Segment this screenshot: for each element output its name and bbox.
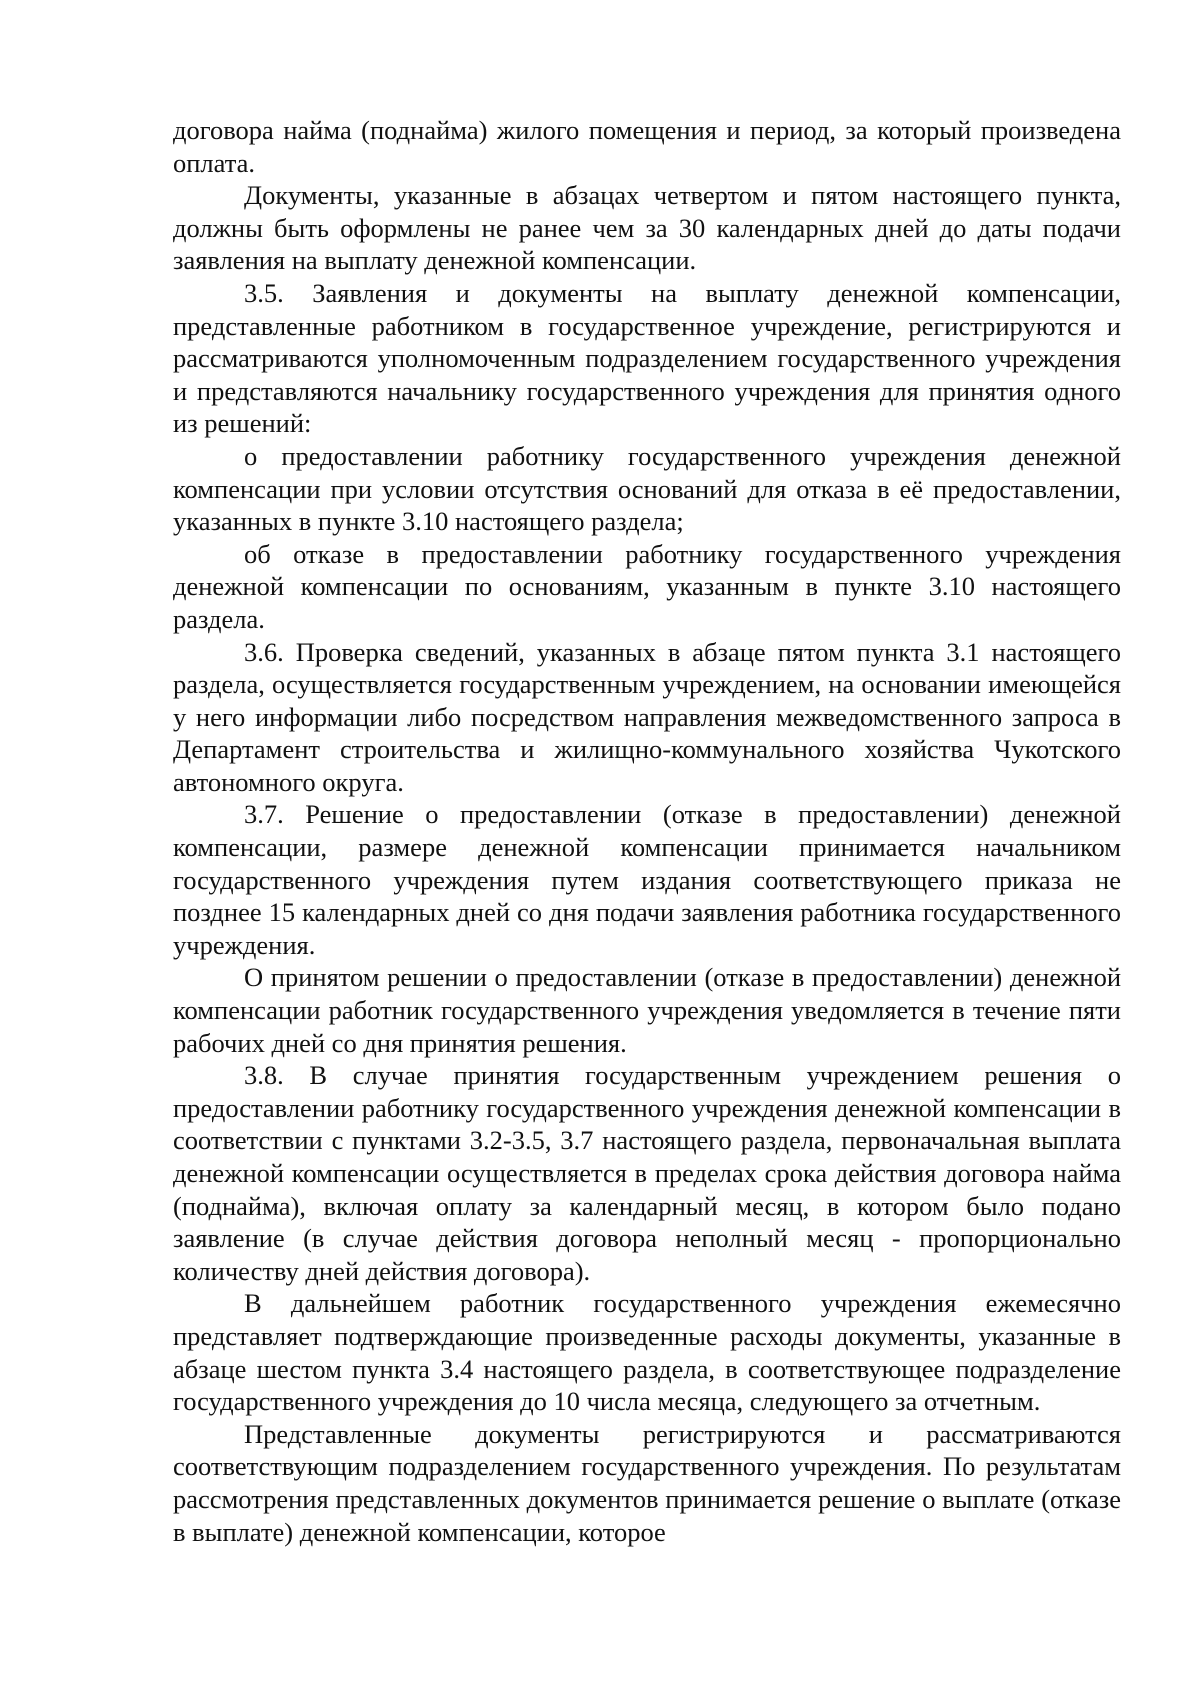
paragraph-3-5: 3.5. Заявления и документы на выплату денежной компенсации, представленные работником в государственное учреждение, регистрируются и рассматриваются уполномоченным подразделением государственного учреждения и представляются начальнику государственного учреждения для принятия одного из решений: bbox=[173, 277, 1121, 439]
paragraph-decision-refuse: об отказе в предоставлении работнику государственного учреждения денежной компенсации по основаниям, указанным в пункте 3.10 настоящего раздела. bbox=[173, 538, 1121, 634]
paragraph-3-7: 3.7. Решение о предоставлении (отказе в предоставлении) денежной компенсации, размере денежной компенсации принимается начальником государственного учреждения путем издания соответствующего приказа не позднее 15 календарных дней со дня подачи заявления работника государственного учреждения. bbox=[173, 799, 1121, 960]
paragraph-monthly-documents: В дальнейшем работник государственного учреждения ежемесячно представляет подтверждающие произведенные расходы документы, указанные в абзаце шестом пункта 3.4 настоящего раздела, в соответствующее подразделение государственного учреждения до 10 числа месяца, следующего за отчетным. bbox=[173, 1288, 1121, 1417]
paragraph-documents-deadline: Документы, указанные в абзацах четвертом и пятом настоящего пункта, должны быть оформлены не ранее чем за 30 календарных дней до даты подачи заявления на выплату денежной компенсации. bbox=[173, 180, 1121, 276]
paragraph-notification: О принятом решении о предоставлении (отказе в предоставлении) денежной компенсации работник государственного учреждения уведомляется в течение пяти рабочих дней со дня принятия решения. bbox=[173, 962, 1121, 1058]
paragraph-review-decision: Представленные документы регистрируются и рассматриваются соответствующим подразделением государственного учреждения. По результатам рассмотрения представленных документов принимается решение о выплате (отказе в выплате) денежной компенсации, которое bbox=[173, 1418, 1121, 1547]
document-page bbox=[173, 114, 1121, 1548]
paragraph-3-8: 3.8. В случае принятия государственным учреждением решения о предоставлении работнику государственного учреждения денежной компенсации в соответствии с пунктами 3.2-3.5, 3.7 настоящего раздела, первоначальная выплата денежной компенсации осуществляется в пределах срока действия договора найма (поднайма), включая оплату за календарный месяц, в котором было подано заявление (в случае действия договора неполный месяц - пропорционально количеству дней действия договора). bbox=[173, 1060, 1121, 1286]
paragraph-contract-period: договора найма (поднайма) жилого помещения и период, за который произведена оплата. bbox=[173, 115, 1121, 178]
paragraph-decision-grant: о предоставлении работнику государственного учреждения денежной компенсации при условии отсутствия оснований для отказа в её предоставлении, указанных в пункте 3.10 настоящего раздела; bbox=[173, 440, 1121, 537]
paragraph-3-6: 3.6. Проверка сведений, указанных в абзаце пятом пункта 3.1 настоящего раздела, осуществляется государственным учреждением, на основании имеющейся у него информации либо посредством направления межведомственного запроса в Департамент строительства и жилищно-коммунального хозяйства Чукотского автономного округа. bbox=[173, 636, 1121, 797]
